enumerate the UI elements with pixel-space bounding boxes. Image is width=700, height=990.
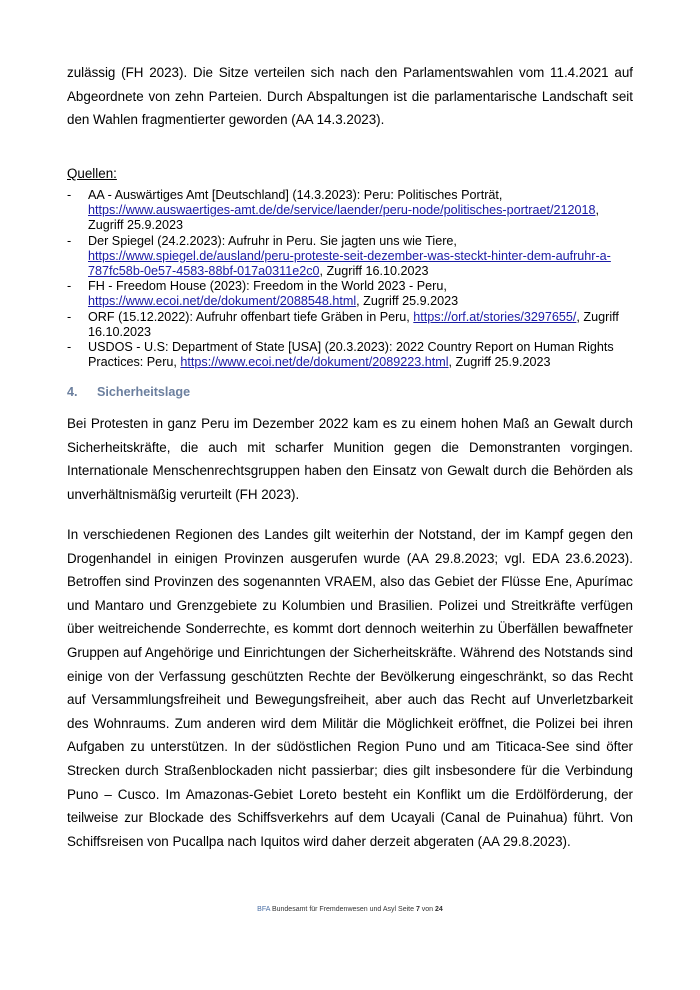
- paragraph-state-of-emergency: In verschiedenen Regionen des Landes gilt weiterhin der Notstand, der im Kampf gegen den Drogenhandel in einigen Provinzen ausgerufen wurde (AA 29.8.2023; vgl. EDA 23.6.2023). Betroffen sind Provinzen des sogenannten VRAEM, also das Gebiet der Flüsse Ene, Apurímac und Mantaro und Grenzgebiete zu Kolumbien und Brasilien. Polizei und Streitkräfte verfügen über weitreichende Sonderrechte, es kommt dort dennoch weiterhin zu Überfällen bewaffneter Gruppen auf Angehörige und Einrichtungen der Sicherheitskräfte. Während des Notstands sind einige von der Verfassung geschützten Rechte der Bevölkerung eingeschränkt, so das Recht auf Versammlungsfreiheit und Bewegungsfreiheit, aber auch das Recht auf Unverletzbarkeit des Wohnraums. Zum anderen wird dem Militär die Möglichkeit eröffnet, die Polizei bei ihren Aufgaben zu unterstützen. In der südöstlichen Region Puno und am Titicaca-See sind öfter Strecken durch Straßenblockaden nicht passierbar; dies gilt insbesondere für die Verbindung Puno – Cusco. Im Amazonas-Gebiet Loreto besteht ein Konflikt um die Erdölförderung, der teilweise zur Blockade des Schiffsverkehrs auf dem Ucayali (Canal de Puinahua) führt. Von Schiffsreisen von Pucallpa nach Iquitos wird daher derzeit abgeraten (AA 29.8.2023).: [67, 527, 633, 849]
- source-link[interactable]: https://www.spiegel.de/ausland/peru-proteste-seit-dezember-was-steckt-hinter-dem-aufruhr-a-787fc58b-0e57-4583-88bf-017a0311e2c0: [88, 248, 611, 279]
- source-item: [67, 188, 637, 234]
- dash: -: [67, 340, 72, 355]
- source-text: ORF (15.12.2022): Aufruhr offenbart tiefe Gräben in Peru,: [88, 309, 414, 324]
- dash: -: [67, 309, 72, 324]
- footer-of: von: [419, 906, 436, 913]
- source-item: [67, 310, 637, 340]
- dash: -: [67, 279, 72, 294]
- source-text: USDOS - U.S: Department of State [USA] (20.3.2023): 2022 Country Report on Human Rights Practices: Peru,: [88, 340, 614, 370]
- dash: -: [67, 188, 72, 202]
- intro-paragraph: zulässig (FH 2023). Die Sitze verteilen sich nach den Parlamentswahlen vom 11.4.2021 auf Abgeordnete von zehn Parteien. Durch Abspaltungen ist die parlamentarische Landschaft seit den Wahlen fragmentierter geworden (AA 14.3.2023).: [67, 65, 633, 128]
- source-access: , Zugriff 25.9.2023: [448, 355, 551, 370]
- page-number: 7: [415, 906, 420, 913]
- source-text: AA - Auswärtiges Amt [Deutschland] (14.3.2023): Peru: Politisches Porträt,: [88, 188, 503, 202]
- section-title: Sicherheitslage: [97, 385, 191, 399]
- source-text: FH - Freedom House (2023): Freedom in the World 2023 - Peru,: [88, 279, 447, 294]
- footer-text: Bundesamt für Fremdenwesen und Asyl Seite: [270, 906, 416, 913]
- section-heading: [67, 385, 190, 399]
- section-number: 4.: [67, 385, 78, 399]
- source-access: , Zugriff 16.10.2023: [88, 309, 619, 339]
- source-link[interactable]: https://www.ecoi.net/de/dokument/2089223.html: [180, 355, 449, 370]
- sources-list: [67, 188, 637, 370]
- source-link[interactable]: https://orf.at/stories/3297655/: [413, 309, 577, 324]
- source-text: Der Spiegel (24.2.2023): Aufruhr in Peru. Sie jagten uns wie Tiere,: [88, 233, 457, 248]
- source-access: , Zugriff 25.9.2023: [88, 203, 600, 233]
- page-footer: [0, 906, 700, 913]
- source-access: , Zugriff 25.9.2023: [356, 294, 459, 309]
- sources-title: Quellen:: [67, 166, 117, 181]
- source-access: , Zugriff 16.10.2023: [319, 264, 429, 279]
- source-item: [67, 340, 637, 370]
- source-link[interactable]: https://www.ecoi.net/de/dokument/2088548.html: [88, 294, 357, 309]
- paragraph-protests: Bei Protesten in ganz Peru im Dezember 2022 kam es zu einem hohen Maß an Gewalt durch Sicherheitskräfte, die auch mit scharfer Munition gegen die Demonstranten vorgingen. Internationale Menschenrechtsgruppen haben den Einsatz von Gewalt durch die Behörden als unverhältnismäßig verurteilt (FH 2023).: [67, 416, 633, 502]
- source-link[interactable]: https://www.auswaertiges-amt.de/de/service/laender/peru-node/politisches-portraet/212018: [88, 203, 596, 218]
- page-total: 24: [435, 906, 443, 913]
- source-item: [67, 234, 637, 280]
- dash: -: [67, 233, 72, 248]
- source-item: [67, 279, 637, 309]
- bfa-logo: BFA: [257, 906, 271, 913]
